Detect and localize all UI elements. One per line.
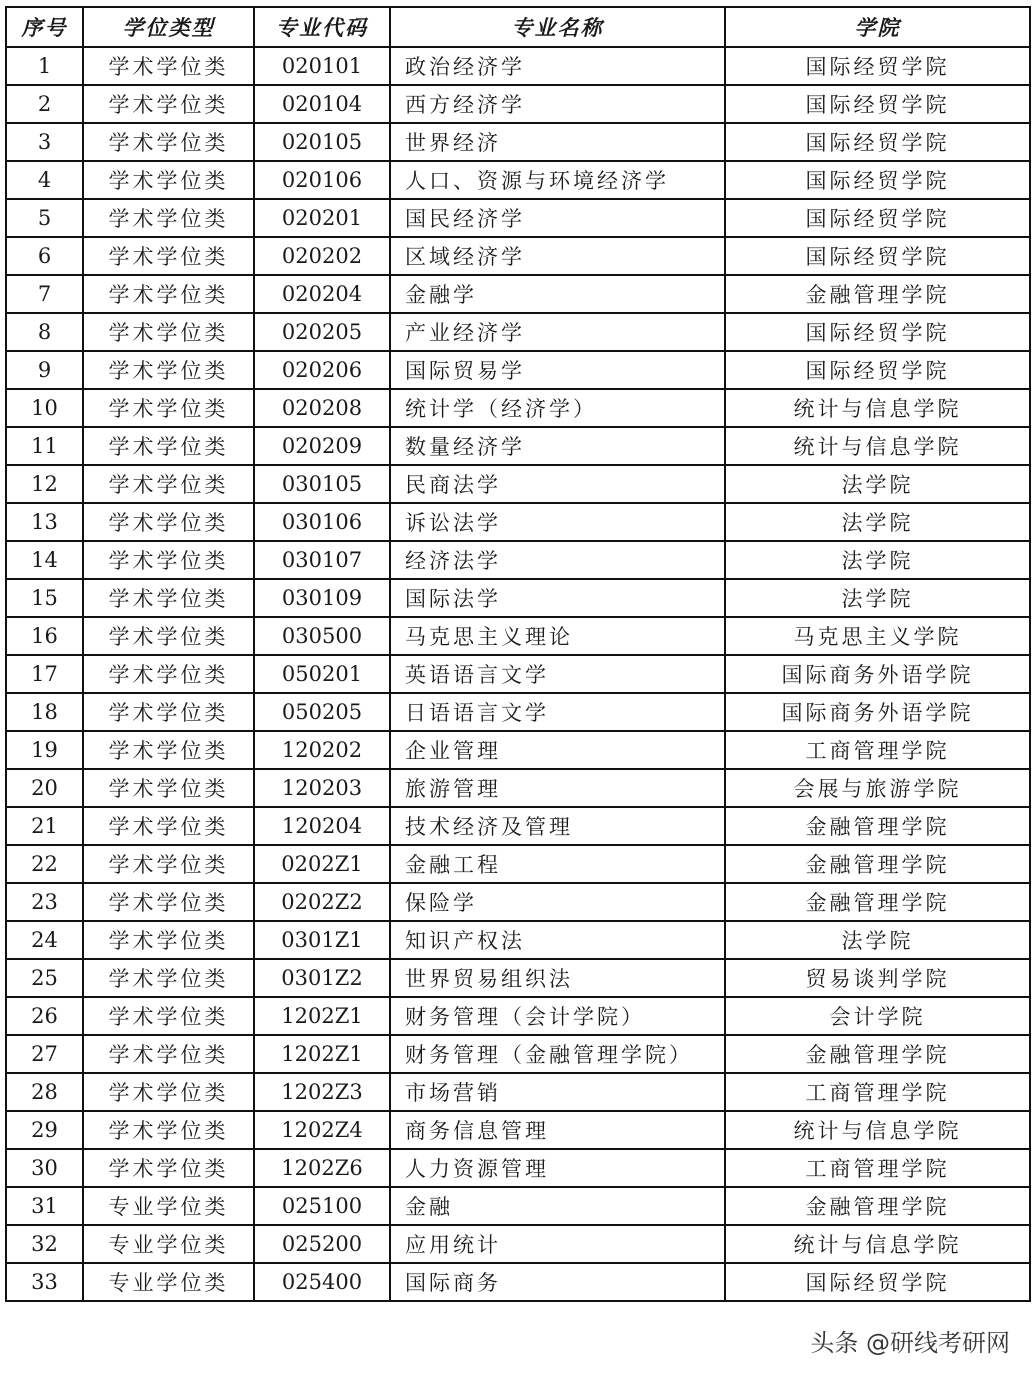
cell-major-code: 030107: [254, 541, 390, 579]
table-row: [6, 731, 1030, 769]
cell-major-name: 西方经济学: [390, 85, 725, 123]
cell-college: 法学院: [725, 503, 1030, 541]
cell-major-name: 英语语言文学: [390, 655, 725, 693]
cell-major-name: 统计学（经济学）: [390, 389, 725, 427]
cell-index: 16: [6, 617, 83, 655]
cell-degree-type: 学术学位类: [83, 997, 254, 1035]
cell-major-code: 030105: [254, 465, 390, 503]
table-row: [6, 807, 1030, 845]
cell-college: 金融管理学院: [725, 807, 1030, 845]
cell-college: 国际经贸学院: [725, 161, 1030, 199]
cell-degree-type: 学术学位类: [83, 959, 254, 997]
cell-college: 法学院: [725, 579, 1030, 617]
table-row: [6, 769, 1030, 807]
cell-college: 国际经贸学院: [725, 313, 1030, 351]
table-row: [6, 503, 1030, 541]
header-row: [6, 7, 1030, 47]
table-row: [6, 959, 1030, 997]
cell-major-code: 020104: [254, 85, 390, 123]
cell-major-code: 025400: [254, 1263, 390, 1301]
cell-college: 统计与信息学院: [725, 389, 1030, 427]
cell-major-code: 020204: [254, 275, 390, 313]
cell-college: 会计学院: [725, 997, 1030, 1035]
cell-major-code: 025200: [254, 1225, 390, 1263]
cell-index: 26: [6, 997, 83, 1035]
table-row: [6, 351, 1030, 389]
cell-index: 7: [6, 275, 83, 313]
cell-major-code: 025100: [254, 1187, 390, 1225]
table-row: [6, 1035, 1030, 1073]
cell-college: 工商管理学院: [725, 1149, 1030, 1187]
cell-major-name: 金融学: [390, 275, 725, 313]
cell-major-code: 020206: [254, 351, 390, 389]
header-college: 学院: [725, 7, 1030, 47]
cell-college: 工商管理学院: [725, 731, 1030, 769]
table-row: [6, 427, 1030, 465]
cell-degree-type: 学术学位类: [83, 541, 254, 579]
table-row: [6, 921, 1030, 959]
cell-major-code: 1202Z1: [254, 997, 390, 1035]
cell-degree-type: 学术学位类: [83, 199, 254, 237]
cell-college: 法学院: [725, 465, 1030, 503]
cell-degree-type: 学术学位类: [83, 275, 254, 313]
table-row: [6, 85, 1030, 123]
cell-major-code: 120202: [254, 731, 390, 769]
cell-degree-type: 学术学位类: [83, 237, 254, 275]
cell-index: 8: [6, 313, 83, 351]
table-row: [6, 655, 1030, 693]
table-row: [6, 997, 1030, 1035]
cell-major-name: 企业管理: [390, 731, 725, 769]
cell-major-name: 产业经济学: [390, 313, 725, 351]
table-row: [6, 1225, 1030, 1263]
cell-index: 27: [6, 1035, 83, 1073]
cell-college: 金融管理学院: [725, 845, 1030, 883]
cell-index: 6: [6, 237, 83, 275]
cell-major-name: 商务信息管理: [390, 1111, 725, 1149]
cell-index: 19: [6, 731, 83, 769]
table-row: [6, 693, 1030, 731]
cell-index: 4: [6, 161, 83, 199]
cell-degree-type: 学术学位类: [83, 655, 254, 693]
cell-index: 1: [6, 47, 83, 85]
cell-college: 国际经贸学院: [725, 123, 1030, 161]
cell-degree-type: 学术学位类: [83, 731, 254, 769]
cell-college: 统计与信息学院: [725, 427, 1030, 465]
cell-index: 9: [6, 351, 83, 389]
cell-major-code: 030109: [254, 579, 390, 617]
cell-major-code: 020209: [254, 427, 390, 465]
cell-degree-type: 学术学位类: [83, 1035, 254, 1073]
cell-index: 17: [6, 655, 83, 693]
cell-degree-type: 学术学位类: [83, 85, 254, 123]
cell-index: 11: [6, 427, 83, 465]
table-row: [6, 123, 1030, 161]
cell-major-name: 国际商务: [390, 1263, 725, 1301]
cell-major-name: 民商法学: [390, 465, 725, 503]
cell-major-name: 金融工程: [390, 845, 725, 883]
cell-major-code: 1202Z4: [254, 1111, 390, 1149]
cell-major-name: 日语语言文学: [390, 693, 725, 731]
cell-major-code: 1202Z1: [254, 1035, 390, 1073]
cell-index: 30: [6, 1149, 83, 1187]
cell-major-name: 技术经济及管理: [390, 807, 725, 845]
cell-degree-type: 学术学位类: [83, 807, 254, 845]
table-row: [6, 617, 1030, 655]
cell-major-code: 1202Z6: [254, 1149, 390, 1187]
table-row: [6, 541, 1030, 579]
cell-major-code: 020106: [254, 161, 390, 199]
cell-index: 23: [6, 883, 83, 921]
cell-college: 国际经贸学院: [725, 237, 1030, 275]
cell-index: 13: [6, 503, 83, 541]
cell-index: 24: [6, 921, 83, 959]
header-index: 序号: [6, 7, 83, 47]
cell-index: 10: [6, 389, 83, 427]
cell-degree-type: 专业学位类: [83, 1187, 254, 1225]
cell-major-code: 0301Z1: [254, 921, 390, 959]
cell-degree-type: 学术学位类: [83, 921, 254, 959]
cell-major-name: 人力资源管理: [390, 1149, 725, 1187]
cell-major-name: 金融: [390, 1187, 725, 1225]
cell-major-name: 人口、资源与环境经济学: [390, 161, 725, 199]
cell-college: 马克思主义学院: [725, 617, 1030, 655]
cell-degree-type: 学术学位类: [83, 123, 254, 161]
table-row: [6, 275, 1030, 313]
cell-degree-type: 学术学位类: [83, 845, 254, 883]
cell-major-name: 世界经济: [390, 123, 725, 161]
cell-degree-type: 专业学位类: [83, 1225, 254, 1263]
cell-degree-type: 学术学位类: [83, 1111, 254, 1149]
cell-major-code: 0202Z2: [254, 883, 390, 921]
cell-major-code: 030106: [254, 503, 390, 541]
cell-degree-type: 学术学位类: [83, 617, 254, 655]
cell-index: 25: [6, 959, 83, 997]
cell-major-code: 0202Z1: [254, 845, 390, 883]
cell-index: 20: [6, 769, 83, 807]
header-major-name: 专业名称: [390, 7, 725, 47]
cell-major-name: 数量经济学: [390, 427, 725, 465]
cell-major-code: 120203: [254, 769, 390, 807]
cell-major-name: 国际法学: [390, 579, 725, 617]
table-row: [6, 47, 1030, 85]
cell-college: 国际经贸学院: [725, 85, 1030, 123]
cell-college: 金融管理学院: [725, 1187, 1030, 1225]
cell-degree-type: 学术学位类: [83, 503, 254, 541]
cell-major-code: 020205: [254, 313, 390, 351]
cell-major-name: 应用统计: [390, 1225, 725, 1263]
cell-major-code: 020101: [254, 47, 390, 85]
cell-major-name: 财务管理（金融管理学院）: [390, 1035, 725, 1073]
cell-major-code: 020105: [254, 123, 390, 161]
cell-major-name: 市场营销: [390, 1073, 725, 1111]
cell-major-name: 世界贸易组织法: [390, 959, 725, 997]
cell-major-name: 经济法学: [390, 541, 725, 579]
cell-major-name: 旅游管理: [390, 769, 725, 807]
cell-major-name: 财务管理（会计学院）: [390, 997, 725, 1035]
cell-college: 国际经贸学院: [725, 351, 1030, 389]
cell-index: 28: [6, 1073, 83, 1111]
cell-index: 33: [6, 1263, 83, 1301]
table-row: [6, 1073, 1030, 1111]
table-row: [6, 313, 1030, 351]
table-row: [6, 1187, 1030, 1225]
cell-major-code: 020202: [254, 237, 390, 275]
table-row: [6, 1111, 1030, 1149]
cell-index: 22: [6, 845, 83, 883]
table-row: [6, 1149, 1030, 1187]
cell-college: 国际商务外语学院: [725, 693, 1030, 731]
cell-degree-type: 学术学位类: [83, 579, 254, 617]
table-row: [6, 161, 1030, 199]
cell-college: 金融管理学院: [725, 275, 1030, 313]
cell-college: 统计与信息学院: [725, 1111, 1030, 1149]
table-row: [6, 883, 1030, 921]
table-row: [6, 199, 1030, 237]
table-body: [6, 47, 1030, 1301]
cell-degree-type: 学术学位类: [83, 351, 254, 389]
cell-major-name: 政治经济学: [390, 47, 725, 85]
cell-college: 国际经贸学院: [725, 199, 1030, 237]
cell-major-code: 050201: [254, 655, 390, 693]
cell-college: 统计与信息学院: [725, 1225, 1030, 1263]
cell-index: 18: [6, 693, 83, 731]
cell-major-name: 保险学: [390, 883, 725, 921]
cell-major-name: 国民经济学: [390, 199, 725, 237]
cell-index: 15: [6, 579, 83, 617]
cell-index: 31: [6, 1187, 83, 1225]
cell-major-name: 马克思主义理论: [390, 617, 725, 655]
cell-major-code: 1202Z3: [254, 1073, 390, 1111]
cell-degree-type: 学术学位类: [83, 769, 254, 807]
cell-major-name: 知识产权法: [390, 921, 725, 959]
cell-index: 5: [6, 199, 83, 237]
cell-degree-type: 学术学位类: [83, 389, 254, 427]
cell-index: 32: [6, 1225, 83, 1263]
cell-major-code: 0301Z2: [254, 959, 390, 997]
cell-college: 国际经贸学院: [725, 1263, 1030, 1301]
cell-degree-type: 学术学位类: [83, 161, 254, 199]
cell-degree-type: 学术学位类: [83, 465, 254, 503]
cell-major-code: 020208: [254, 389, 390, 427]
cell-index: 3: [6, 123, 83, 161]
cell-college: 国际商务外语学院: [725, 655, 1030, 693]
table-row: [6, 579, 1030, 617]
table-row: [6, 389, 1030, 427]
cell-degree-type: 学术学位类: [83, 1073, 254, 1111]
table-row: [6, 845, 1030, 883]
cell-college: 金融管理学院: [725, 1035, 1030, 1073]
cell-major-name: 诉讼法学: [390, 503, 725, 541]
cell-degree-type: 学术学位类: [83, 693, 254, 731]
cell-major-name: 区域经济学: [390, 237, 725, 275]
watermark: 头条 @研线考研网: [810, 1329, 1010, 1357]
cell-major-name: 国际贸易学: [390, 351, 725, 389]
cell-index: 14: [6, 541, 83, 579]
cell-degree-type: 学术学位类: [83, 427, 254, 465]
cell-index: 21: [6, 807, 83, 845]
table-row: [6, 465, 1030, 503]
cell-major-code: 120204: [254, 807, 390, 845]
cell-degree-type: 专业学位类: [83, 1263, 254, 1301]
cell-major-code: 030500: [254, 617, 390, 655]
cell-major-code: 020201: [254, 199, 390, 237]
cell-index: 2: [6, 85, 83, 123]
majors-table: [5, 6, 1031, 1302]
cell-college: 国际经贸学院: [725, 47, 1030, 85]
cell-college: 金融管理学院: [725, 883, 1030, 921]
cell-major-code: 050205: [254, 693, 390, 731]
header-major-code: 专业代码: [254, 7, 390, 47]
cell-degree-type: 学术学位类: [83, 1149, 254, 1187]
cell-degree-type: 学术学位类: [83, 47, 254, 85]
table-row: [6, 1263, 1030, 1301]
cell-college: 贸易谈判学院: [725, 959, 1030, 997]
cell-index: 29: [6, 1111, 83, 1149]
cell-college: 法学院: [725, 541, 1030, 579]
cell-college: 工商管理学院: [725, 1073, 1030, 1111]
cell-college: 会展与旅游学院: [725, 769, 1030, 807]
cell-index: 12: [6, 465, 83, 503]
header-degree-type: 学位类型: [83, 7, 254, 47]
cell-college: 法学院: [725, 921, 1030, 959]
table-row: [6, 237, 1030, 275]
cell-degree-type: 学术学位类: [83, 883, 254, 921]
cell-degree-type: 学术学位类: [83, 313, 254, 351]
